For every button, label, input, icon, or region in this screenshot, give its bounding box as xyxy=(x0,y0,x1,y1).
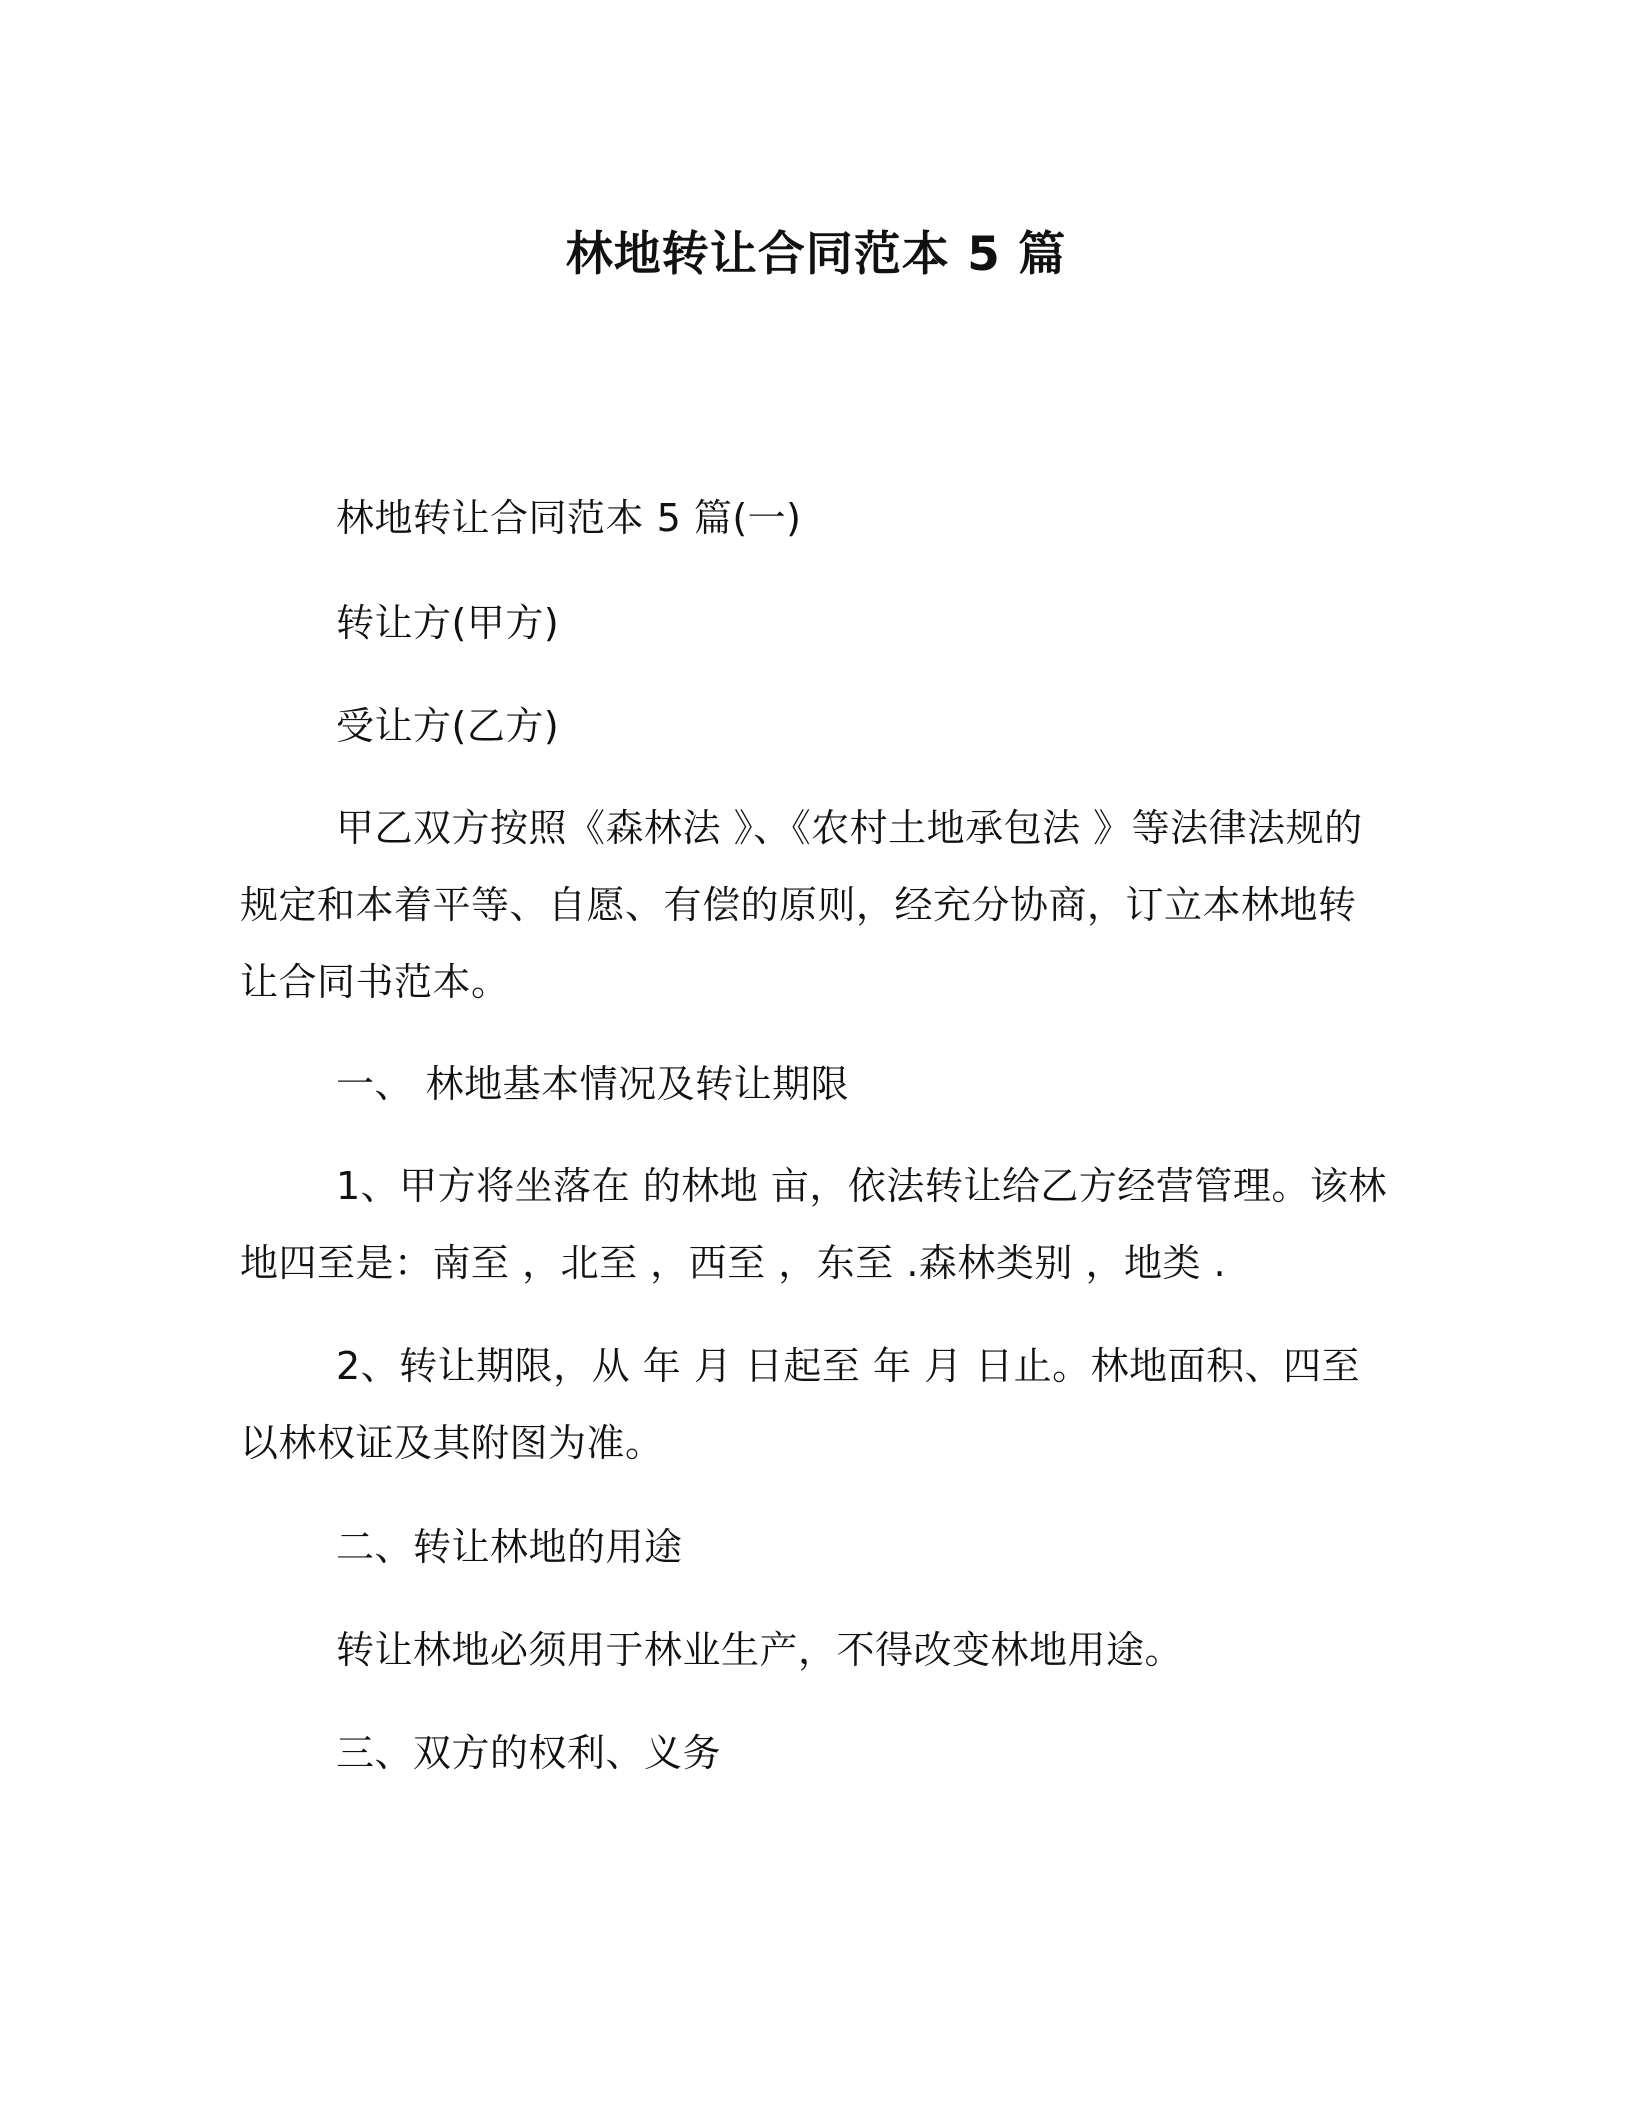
section-heading-2: 二、转让林地的用途 xyxy=(336,1525,683,1569)
subtitle-paragraph: 林地转让合同范本 5 篇(一) xyxy=(336,496,802,540)
clause-2-paragraph: 2、转让期限，从 年 月 日起至 年 月 日止。林地面积、四至以林权证及其附图为准。 xyxy=(240,1344,1361,1465)
land-use-paragraph: 转让林地必须用于林业生产，不得改变林地用途。 xyxy=(336,1628,1184,1672)
section-heading-1: 一、 林地基本情况及转让期限 xyxy=(336,1062,850,1106)
clause-1-paragraph: 1、甲方将坐落在 的林地 亩，依法转让给乙方经营管理。该林地四至是：南至 ，北至 ，西至 ，东至 .森林类别 ，地类 . xyxy=(240,1164,1387,1285)
party-b-line: 受让方(乙方) xyxy=(336,704,560,748)
section-heading-3: 三、双方的权利、义务 xyxy=(336,1731,722,1775)
party-a-line: 转让方(甲方) xyxy=(336,601,560,645)
document-title: 林地转让合同范本 5 篇 xyxy=(565,227,1067,282)
preamble-paragraph: 甲乙双方按照《森林法 》、《农村土地承包法 》等法律法规的规定和本着平等、自愿、有偿的原则，经充分协商，订立本林地转让合同书范本。 xyxy=(240,806,1363,1004)
